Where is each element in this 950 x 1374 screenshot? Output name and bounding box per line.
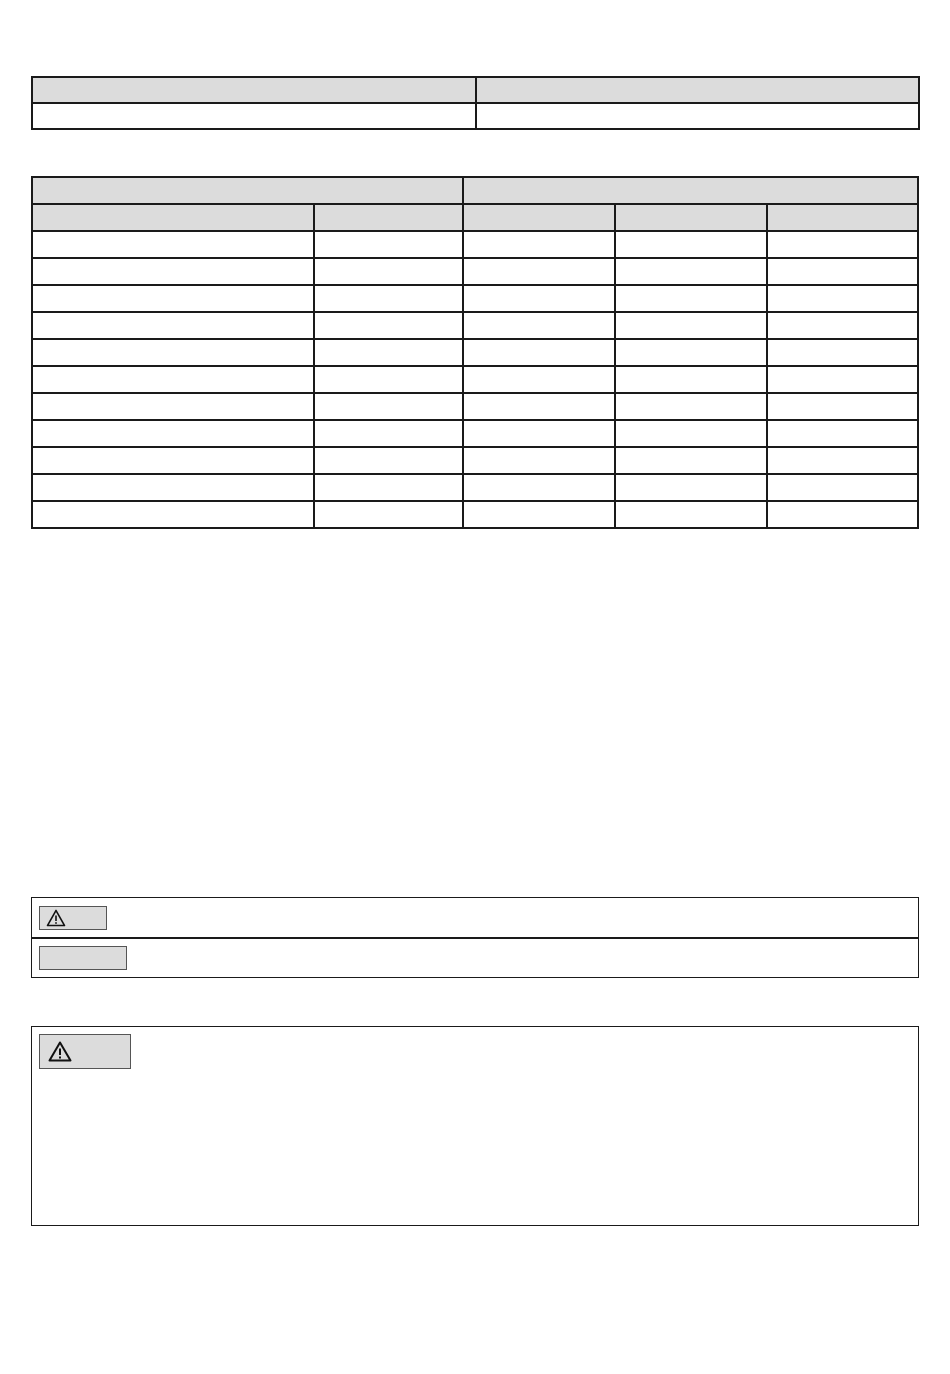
table-cell xyxy=(615,231,767,258)
table-cell xyxy=(32,501,314,528)
table-cell xyxy=(314,501,463,528)
top-table-header-cell xyxy=(32,77,476,103)
table-cell xyxy=(463,366,615,393)
top-table-header-cell xyxy=(476,77,919,103)
table-cell xyxy=(615,447,767,474)
table-row xyxy=(32,258,918,285)
table-cell xyxy=(767,420,918,447)
table-cell xyxy=(463,285,615,312)
table-cell xyxy=(314,474,463,501)
main-table xyxy=(31,176,919,529)
warning-triangle-icon xyxy=(48,1041,72,1062)
table-cell xyxy=(32,474,314,501)
table-cell xyxy=(463,474,615,501)
table-cell xyxy=(767,339,918,366)
table-cell xyxy=(767,447,918,474)
table-cell xyxy=(767,366,918,393)
table-row xyxy=(32,393,918,420)
table-cell xyxy=(463,393,615,420)
table-cell xyxy=(314,285,463,312)
table-cell xyxy=(615,285,767,312)
table-row xyxy=(32,103,919,129)
warning-triangle-icon xyxy=(46,909,66,927)
warning-tag xyxy=(39,1034,131,1069)
table-cell xyxy=(463,231,615,258)
table-cell xyxy=(314,258,463,285)
main-table-group-header-row xyxy=(32,177,918,204)
main-table-sub-header-row xyxy=(32,204,918,231)
table-cell xyxy=(463,258,615,285)
main-table-column-header xyxy=(32,204,314,231)
table-row xyxy=(32,339,918,366)
main-table-column-header xyxy=(767,204,918,231)
table-cell xyxy=(463,312,615,339)
table-cell xyxy=(463,420,615,447)
table-cell xyxy=(767,312,918,339)
table-cell xyxy=(32,393,314,420)
table-row xyxy=(32,474,918,501)
main-table-column-header xyxy=(463,204,615,231)
main-table-group-header xyxy=(32,177,463,204)
table-cell xyxy=(767,231,918,258)
table-cell xyxy=(767,285,918,312)
table-cell xyxy=(32,420,314,447)
table-cell xyxy=(314,312,463,339)
table-row xyxy=(32,231,918,258)
table-cell xyxy=(463,501,615,528)
table-row xyxy=(32,420,918,447)
table-cell xyxy=(615,420,767,447)
table-cell xyxy=(32,447,314,474)
table-cell xyxy=(32,339,314,366)
table-row xyxy=(32,501,918,528)
warning-tag xyxy=(39,906,107,930)
table-cell xyxy=(32,285,314,312)
table-cell xyxy=(314,393,463,420)
table-cell xyxy=(615,366,767,393)
table-cell xyxy=(615,501,767,528)
top-table-header-row xyxy=(32,77,919,103)
main-table-column-header xyxy=(615,204,767,231)
caution-tag xyxy=(39,946,127,970)
table-cell xyxy=(32,231,314,258)
notice-divider xyxy=(32,937,918,939)
main-table-group-header xyxy=(463,177,918,204)
table-cell xyxy=(615,474,767,501)
notice-box-warning xyxy=(31,1026,919,1226)
table-cell xyxy=(767,393,918,420)
table-cell xyxy=(615,339,767,366)
table-cell xyxy=(314,447,463,474)
main-table-column-header xyxy=(314,204,463,231)
table-cell xyxy=(314,231,463,258)
table-cell xyxy=(314,420,463,447)
notice-box-warning-caution xyxy=(31,897,919,978)
table-row xyxy=(32,366,918,393)
table-cell xyxy=(615,312,767,339)
table-cell xyxy=(32,258,314,285)
table-cell xyxy=(32,366,314,393)
top-table-cell xyxy=(32,103,476,129)
table-row xyxy=(32,285,918,312)
table-row xyxy=(32,447,918,474)
table-cell xyxy=(463,339,615,366)
table-cell xyxy=(314,366,463,393)
top-table-cell xyxy=(476,103,919,129)
table-cell xyxy=(767,474,918,501)
table-row xyxy=(32,312,918,339)
table-cell xyxy=(32,312,314,339)
table-cell xyxy=(463,447,615,474)
table-cell xyxy=(615,393,767,420)
table-cell xyxy=(615,258,767,285)
table-cell xyxy=(314,339,463,366)
table-cell xyxy=(767,501,918,528)
top-table xyxy=(31,76,920,130)
table-cell xyxy=(767,258,918,285)
